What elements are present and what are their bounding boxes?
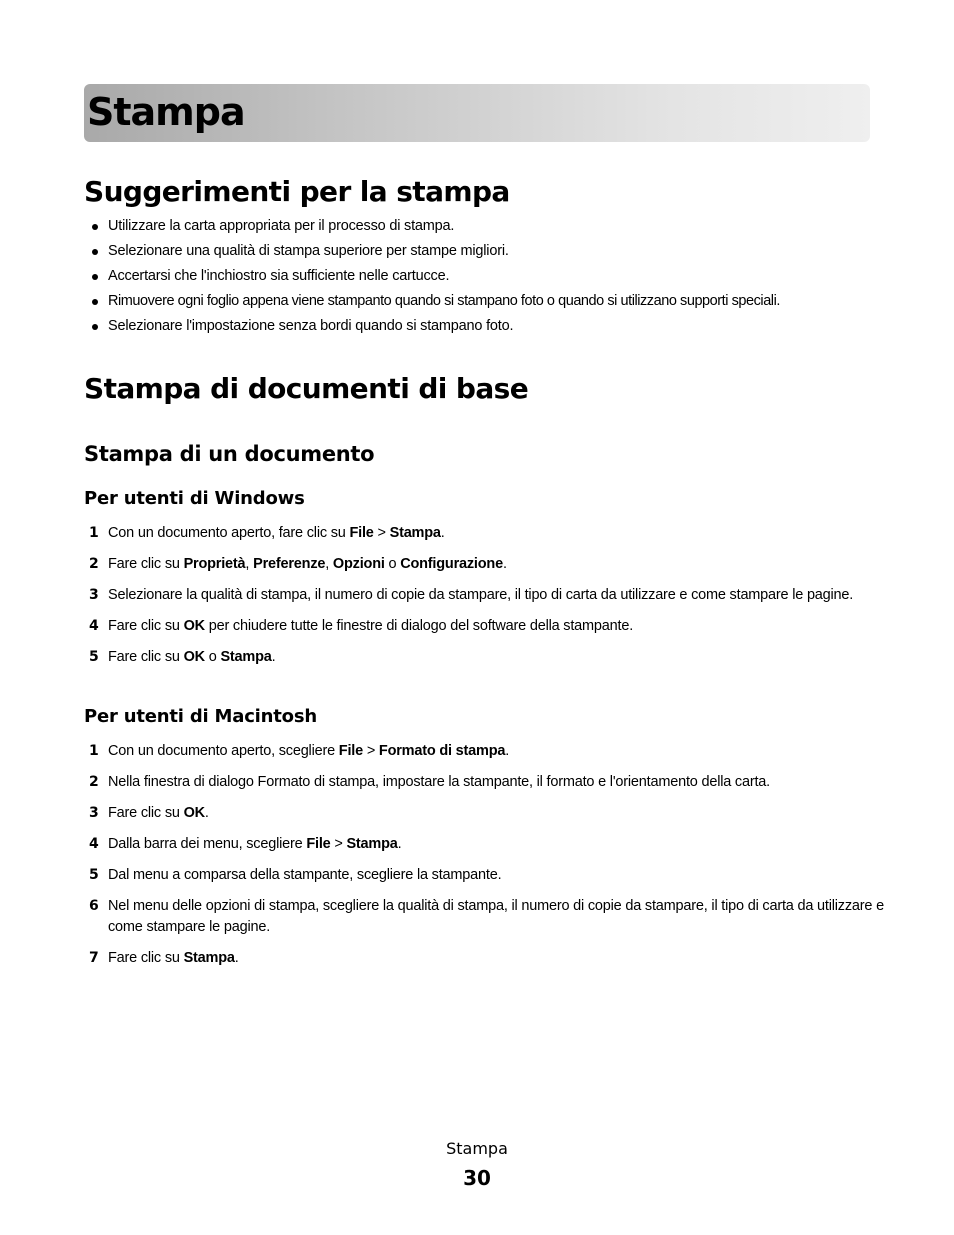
basic-printing-heading: Stampa di documenti di base [84,372,529,405]
step-text: Selezionare la qualità di stampa, il numero di copie da stampare, il tipo di carta da utilizzare e come stampare le pagine. [108,587,854,603]
step-number: 5 [89,649,99,665]
step-ui-term: OK [183,618,205,634]
step-ui-term: File [306,836,331,852]
list-item-text: Selezionare una qualità di stampa superiore per stampe migliori. [108,243,509,259]
step-item [84,647,884,668]
step-text: > [362,743,379,759]
step-ui-term: Stampa [389,525,441,541]
step-item [84,896,884,938]
step-number: 6 [89,898,99,914]
list-item [84,239,884,264]
step-ui-term: File [338,743,363,759]
list-item-text: Utilizzare la carta appropriata per il processo di stampa. [108,218,455,234]
tips-heading: Suggerimenti per la stampa [84,175,510,208]
step-text: o [204,649,221,665]
step-item [84,948,884,969]
step-text: Fare clic su [108,805,184,821]
print-document-heading: Stampa di un documento [84,442,375,466]
bullet-icon [92,324,98,330]
step-ui-term: OK [183,805,205,821]
step-ui-term: Configurazione [400,556,503,572]
step-ui-term: File [349,525,374,541]
step-text: Nel menu delle opzioni di stampa, scegliere la qualità di stampa, il numero di copie da stampare, il tipo di carta da utilizzare e come stampare le pagine. [108,898,884,935]
step-number: 1 [89,743,99,759]
step-ui-term: Proprietà [183,556,246,572]
step-item [84,865,884,886]
list-item-text: Accertarsi che l'inchiostro sia sufficiente nelle cartucce. [108,268,450,284]
step-text: Fare clic su [108,618,184,634]
step-text: Fare clic su [108,556,184,572]
list-item [84,289,884,314]
step-text: , [245,556,254,572]
step-text: . [271,649,276,665]
list-item [84,314,884,339]
bullet-icon [92,274,98,280]
step-text: . [440,525,445,541]
tips-list [84,214,884,339]
bullet-icon [92,249,98,255]
step-text: Fare clic su [108,649,184,665]
step-number: 7 [89,950,99,966]
step-number: 3 [89,587,99,603]
bullet-icon [92,224,98,230]
step-ui-term: Opzioni [332,556,385,572]
step-number: 3 [89,805,99,821]
step-item [84,616,884,637]
step-ui-term: OK [183,649,205,665]
list-item-text: Rimuovere ogni foglio appena viene stampanto quando si stampano foto o quando si utilizzano supporti speciali. [108,293,780,309]
step-number: 4 [89,618,99,634]
list-item [84,264,884,289]
step-text: Dalla barra dei menu, scegliere [108,836,307,852]
chapter-title-bar [84,84,870,142]
step-text: , [325,556,333,572]
step-text: o [384,556,401,572]
mac-steps [84,741,884,979]
step-text: . [204,805,209,821]
windows-steps [84,523,884,678]
step-number: 4 [89,836,99,852]
step-text: per chiudere tutte le finestre di dialogo del software della stampante. [204,618,634,634]
footer-section-label: Stampa [446,1139,508,1158]
step-number: 5 [89,867,99,883]
step-item [84,523,884,544]
step-item [84,803,884,824]
step-text: Con un documento aperto, scegliere [108,743,339,759]
step-ui-term: Formato di stampa [378,743,506,759]
step-text: . [502,556,507,572]
list-item [84,214,884,239]
windows-heading: Per utenti di Windows [84,488,305,509]
step-text: Fare clic su [108,950,184,966]
step-text: > [330,836,347,852]
step-item [84,772,884,793]
step-text: > [373,525,390,541]
step-number: 2 [89,556,99,572]
step-text: . [397,836,402,852]
step-ui-term: Stampa [346,836,398,852]
step-ui-term: Stampa [220,649,272,665]
step-text: Dal menu a comparsa della stampante, scegliere la stampante. [108,867,502,883]
step-ui-term: Stampa [183,950,235,966]
step-text: Con un documento aperto, fare clic su [108,525,350,541]
step-text: . [234,950,239,966]
chapter-title: Stampa [87,90,245,134]
step-number: 1 [89,525,99,541]
page-number: 30 [463,1166,491,1190]
step-item [84,834,884,855]
list-item-text: Selezionare l'impostazione senza bordi quando si stampano foto. [108,318,514,334]
step-item [84,554,884,575]
step-item [84,741,884,762]
step-number: 2 [89,774,99,790]
step-item [84,585,884,606]
step-text: . [505,743,510,759]
bullet-icon [92,299,98,305]
step-text: Nella finestra di dialogo Formato di stampa, impostare la stampante, il formato e l'orientamento della carta. [108,774,770,790]
mac-heading: Per utenti di Macintosh [84,706,317,727]
step-ui-term: Preferenze [253,556,326,572]
